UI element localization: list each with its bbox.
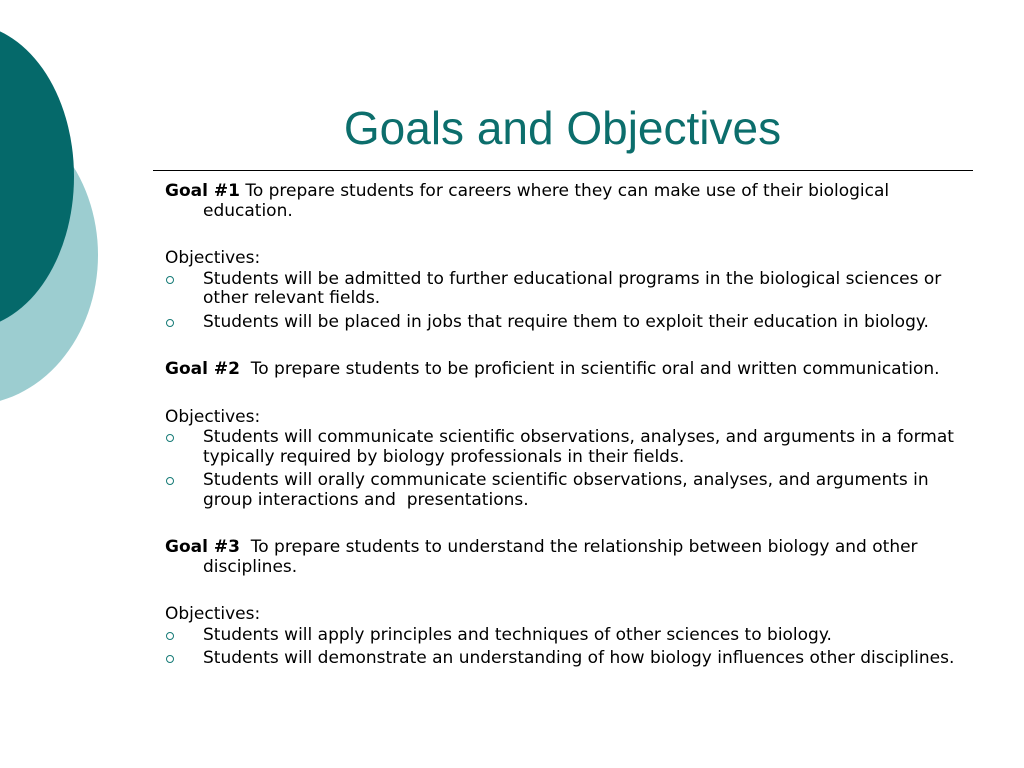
slide-body xyxy=(165,182,965,669)
goal-1-objective-1 xyxy=(165,270,965,309)
goal-3-objective-2-text: Students will demonstrate an understanding of how biology influences other disciplines. xyxy=(203,648,955,668)
goal-1-objective-2-text: Students will be placed in jobs that require them to exploit their education in biology. xyxy=(203,311,929,332)
goal-1-objective-1-text: Students will be admitted to further educational programs in the biological sciences or other relevant fields. xyxy=(203,268,942,308)
goal-1-label: Goal #1 xyxy=(165,181,240,201)
goal-3-objective-2 xyxy=(165,649,965,669)
goal-3-objectives-heading: Objectives: xyxy=(165,604,261,624)
goal-1-text: To prepare students for careers where they can make use of their biological education. xyxy=(203,181,890,221)
bullet-icon xyxy=(166,632,174,640)
goal-3-label: Goal #3 xyxy=(165,537,240,557)
goal-2-objective-2-text: Students will orally communicate scientific observations, analyses, and arguments in group interactions and presentations. xyxy=(203,470,935,510)
goal-3-objective-1-text: Students will apply principles and techniques of other sciences to biology. xyxy=(203,624,832,645)
goal-1-objectives-heading: Objectives: xyxy=(165,248,261,268)
goal-3-objective-1 xyxy=(165,626,965,646)
goal-2 xyxy=(165,360,965,380)
goal-2-objective-1-text: Students will communicate scientific observations, analyses, and arguments in a format typically required by biology professionals in their fields. xyxy=(203,427,954,467)
goal-2-label: Goal #2 xyxy=(165,359,240,379)
goal-2-objective-1 xyxy=(165,428,965,467)
slide-title: Goals and Objectives xyxy=(343,102,782,154)
goal-2-objectives-heading: Objectives: xyxy=(165,406,261,427)
goal-3-text: To prepare students to understand the relationship between biology and other disciplines. xyxy=(203,537,918,577)
goal-1 xyxy=(165,182,965,221)
goal-2-objective-2 xyxy=(165,471,965,510)
title-divider xyxy=(153,170,973,171)
bullet-icon xyxy=(166,276,174,284)
goal-2-text: To prepare students to be proficient in scientific oral and written communication. xyxy=(250,359,940,379)
bullet-icon xyxy=(166,434,174,442)
bullet-icon xyxy=(166,319,174,327)
bullet-icon xyxy=(166,655,174,663)
goal-1-objective-2 xyxy=(165,313,965,333)
bullet-icon xyxy=(166,477,174,485)
goal-3 xyxy=(165,538,965,577)
